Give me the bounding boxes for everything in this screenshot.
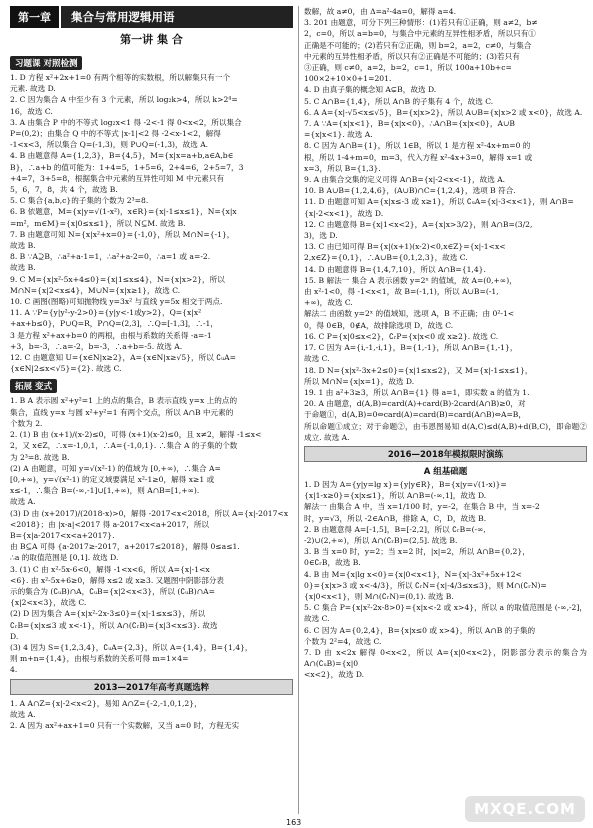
chapter-number: 第一章: [10, 6, 59, 28]
answer-line: 8. C 因为 A∩B={1}，所以 1∈B，所以 1 是方程 x²-4x+m=0 的: [304, 141, 531, 151]
answer-line: 9. A 由集合交集的定义可得 A∩B={x|-2<x<-1}，故选 A.: [304, 175, 506, 185]
answer-line: 2. (1) B 由 (x+1)/(x-2)≤0，可得 (x+1)(x-2)≤0，且 x≠2，解得 -1≤x<: [10, 430, 262, 440]
answer-line: 故选 A.: [10, 709, 36, 719]
right-column: [304, 6, 587, 814]
answer-line: 个数为 2.: [10, 418, 43, 428]
answer-line: 9. C M={x|x²-5x+4≤0}={x|1≤x≤4}，N={x|x>2}，所以: [10, 274, 225, 284]
section-banner-exam: 2013—2017年高考真题选粹: [10, 679, 293, 695]
lecture-title: 第一讲 集 合: [120, 33, 183, 46]
answer-line: 2. B 由题意得 A=[-1,5]，B=[-2,2]，所以 ∁ᵣB=(-∞,: [304, 524, 486, 534]
answer-line: <x<2}，故选 D.: [304, 670, 365, 680]
answer-line: ③正确，则 c≠0，a=2，b=2，c=1，所以 100a+10b+c=: [304, 63, 512, 73]
answer-line: 个数为 2²=4，故选 C.: [304, 636, 382, 646]
answer-line: +3，b=-3，∴a=-2，b=-3，∴a+b=-5. 故选 A.: [10, 341, 183, 351]
answer-line: 5. C 集合{a,b,c}的子集的个数为 2³=8.: [10, 196, 149, 206]
answer-line: 3)，选 D.: [304, 231, 338, 241]
answer-line: (3) 4 因为 S={1,2,3,4}，∁ᵤA={2,3}，所以 A={1,4}，B={1,4}，: [10, 642, 253, 652]
answer-line: P=(0,2)；由集合 Q 中的不等式 |x-1|<2 得 -2<x-1<2，解得: [10, 129, 221, 139]
answer-line: 100×2+10×0+1=201.: [304, 74, 392, 84]
answer-line: 15. B 解法一 集合 A 表示函数 y=2ˣ 的值域，故 A=(0,+∞)，: [304, 275, 517, 285]
answer-line: =m²，m∈M}={x|0≤x≤1}，所以 N⊆M. 故选 B.: [10, 218, 186, 228]
answer-line: 16. C P={x|0≤x<2}，∁ᵣP={x|x<0 或 x≥2}. 故选 C.: [304, 331, 499, 341]
answer-line: 故选 C.: [304, 354, 330, 364]
section-banner-mock: 2016—2018年模拟限时演练: [304, 446, 587, 462]
answer-line: 故选 B.: [10, 241, 36, 251]
answer-line: B={x|a-2017<x<a+2017}.: [10, 530, 115, 540]
watermark-logo: MXQE.COM: [465, 796, 585, 822]
answer-line: 10. B A∪B={1,2,4,6}，(A∪B)∩C={1,2,4}，选项 B 符合.: [304, 186, 516, 196]
answer-line: ∴a 的取值范围是 [0,1]. 故选 D.: [10, 553, 119, 563]
answer-line: {x|2<x<3}，故选 C.: [10, 598, 87, 608]
answer-line: 13. C 由已知可得 B={x|(x+1)(x-2)<0,x∈Z}={x|-1<x<: [304, 242, 506, 252]
answer-line: +∞)，故选 C.: [304, 298, 353, 308]
answer-line: 12. C 由题意知 U={x∈N|x≥2}，A={x∈N|x≥√5}，所以 ∁ᵤA=: [10, 353, 236, 363]
answer-line: 正确是不可能的；(2)若只有②正确，则 b=2，a=2，c≠0，与集合: [304, 40, 532, 50]
section-label-extension: 拓展 变式: [10, 379, 57, 393]
answer-line: 11. A ∵P={y|y²-y-2>0}={y|y<-1或y>2}，Q={x|x²: [10, 308, 202, 318]
answer-line: [0,+∞)，y=√(x²-1) 的定义域要满足 x²-1≥0，解得 x≥1 或: [10, 474, 215, 484]
answer-line: 4.: [10, 665, 18, 675]
answer-line: 6. B 依题意，M={x|y=√(1-x²)，x∈R}={x|-1≤x≤1}，N={x|x: [10, 207, 237, 217]
answer-line: 3. 201 由题意，可分下列三种情形：(1)若只有①正确，则 a≠2，b≠: [304, 18, 538, 28]
page-number: 163: [286, 818, 302, 827]
answer-line: D.: [10, 631, 19, 641]
answer-line: {x|1-x≥0}={x|x≤1}，所以 A∩B=(-∞,1]，故选 D.: [304, 491, 487, 501]
answer-line: (3) D 由 (x+2017)/(2018-x)>0，解得 -2017<x<2018，所以 A={x|-2017<x: [10, 508, 289, 518]
answer-line: 由 B⊆A 可得 {a-2017≥-2017，a+2017≤2018}，解得 0≤a≤1.: [10, 542, 240, 552]
answer-line: 7. B 由题意可知 N={x|x²+x=0}={-1,0}，所以 M∩N={-1}，: [10, 229, 235, 239]
answer-line: <2018}；由 |x-a|<2017 得 a-2017<x<a+2017，所以: [10, 519, 210, 529]
answer-line: 3 是方程 x²+ax+b=0 的两根，由根与系数的关系得 -a=-1: [10, 330, 212, 340]
answer-line: 5，6，7，8，共 4 个，故选 B.: [10, 185, 118, 195]
answer-line: 为 2³=8. 故选 B.: [10, 452, 70, 462]
answer-line: {x|0<x<1}，则 M∩(∁ᵣN)=(0,1). 故选 B.: [304, 591, 454, 601]
exam-answers-left: [10, 698, 293, 732]
answer-line: 所以命题①成立；对于命题②，由韦恩图易知 d(A,C)≤d(A,B)+d(B,C)，即命题②成立. 故选 A.: [304, 421, 587, 442]
answer-line: 16，故选 C.: [10, 106, 53, 116]
answer-line: <6}. 由 x²-5x+6≥0，解得 x≤2 或 x≥3. 又题图中阴影部分表: [10, 575, 224, 585]
answer-line: 由 x²-1<0，得 -1<x<1，故 B=(-1,1)，所以 A∪B=(-1,: [304, 287, 499, 297]
answer-line: ={x|x<1}. 故选 A.: [304, 130, 373, 140]
answer-line: {x|-2<x<1}，故选 D.: [304, 208, 384, 218]
answer-line: 解法二 由函数 y=2ˣ 的值域知，选项 A，B 不正确；由 0²-1<: [304, 309, 515, 319]
answer-line: 中元素的互异性相矛盾，所以只有②正确是不可能的；(3)若只有: [304, 51, 520, 61]
answer-line: 1. A A∩Z={x|-2<x<2}，易知 A∩Z={-2,-1,0,1,2}，: [10, 698, 202, 708]
answer-line: 0}={x|x>3 或 x<-4/3}，所以 ∁ᵣN={x|-4/3≤x≤3}，则 M∩(∁ᵣN)=: [304, 580, 547, 590]
answer-line: 3. B 当 x=0 时，y=2；当 x=2 时，|x|=2，所以 A∩B={0,2}，: [304, 547, 530, 557]
answer-line: M∩N={x|2<x≤4}，M∪N={x|x≥1}，故选 C.: [10, 285, 181, 295]
answer-line: 示的集合为 (∁ᵤB)∩A，∁ᵤB={x|2<x<3}，所以 (∁ᵤB)∩A=: [10, 586, 215, 596]
answer-line: 4. B 由 M={x|lg x<0}={x|0<x<1}，N={x|-3x²+5x+12<: [304, 569, 522, 579]
answer-line: 10. C 画图(图略)可知抛物线 y=3x² 与直线 y=5x 相交于两点.: [10, 297, 223, 307]
answer-line: 0∈∁ᵣB，故选 B.: [304, 558, 361, 568]
answer-line: 5. C 集合 P={x|x²-2x-8>0}={x|x<-2 或 x>4}，所以 a 的取值范围是 (-∞,-2]，故选 C.: [304, 603, 587, 624]
chapter-title: 集合与常用逻辑用语: [61, 6, 293, 28]
practice-answers: [10, 72, 293, 374]
answer-line: 17. C 因为 A={i,-1,-i,1}，B={1,-1}，所以 A∩B={1,-1}，: [304, 343, 518, 353]
answer-line: ∁ᵣB={x|x≤3 或 x<-1}，所以 A∩(∁ᵣB)={x|3<x≤3}. 故选: [10, 620, 218, 630]
exam-answers-right: [304, 6, 587, 443]
answer-line: 则 m+n={1,4}，由根与系数的关系可得 m=1×4=: [10, 654, 189, 664]
section-label-practice: 习题课 对照检测: [10, 56, 82, 70]
answer-line: +4=7，3+5=8，根据集合中元素的互异性可知 M 中元素只有: [10, 173, 225, 183]
answer-line: 1. D 方程 x²+2x+1=0 有两个相等的实数根，所以解集只有一个: [10, 73, 231, 82]
answer-line: 解法一 由集合 A 中，当 x=1/100 时，y=-2，在集合 B 中，当 x=-2: [304, 502, 540, 512]
answer-line: 所以 M∩N={x|x=1}，故选 D.: [304, 376, 415, 386]
answer-line: 3. (1) C 由 x²-5x-6<0，解得 -1<x<6，所以 A={x|-1<x: [10, 564, 210, 574]
answer-line: 于命题①，d(A,B)=0⇔card(A)=card(B)=card(A∩B)⇔A=B，: [304, 410, 526, 420]
answer-line: 2. A 因为 ax²+ax+1=0 只有一个实数解，又当 a=0 时，方程无实: [10, 720, 240, 730]
answer-line: 故选 B.: [10, 263, 36, 273]
answer-line: 8. B ∵A⊇B，∴a²+a-1=1，∴a²+a-2=0，∴a=1 或 a=-2.: [10, 252, 211, 262]
answer-line: 7. D 由 x<2x 解得 0<x<2，所以 A={x|0<x<2}，阴影部分表示的集合为 A∩(∁ᵤB)={x|0: [304, 647, 587, 669]
chapter-header: [10, 6, 293, 28]
answer-line: {x∈N|2≤x<√5}={2}. 故选 C.: [10, 364, 122, 374]
answer-line: B}，∴a+b 的值可能为：1+4=5，1+5=6，2+4=6，2+5=7，3: [10, 162, 244, 172]
answer-line: 2，又 x∈Z，∴x=-1,0,1，∴A={-1,0,1}. ∴集合 A 的子集的个数: [10, 441, 238, 451]
answer-line: 元素. 故选 D.: [10, 84, 56, 94]
answer-line: 14. D 由题意得 B={1,4,7,10}，所以 A∩B={1,4}.: [304, 264, 486, 274]
answer-line: 2，c=0，所以 a=b=0，与集合中元素的互异性相矛盾，所以只有①: [304, 29, 536, 39]
answer-line: 5. C A∩B={1,4}，所以 A∩B 的子集有 4 个，故选 C.: [304, 96, 494, 106]
answer-line: 11. D 由题意可知 A={x|x≤-3 或 x≥1}，所以 ∁ᵤA={x|-3<x<1}，则 A∩B=: [304, 197, 574, 207]
answer-line: 12. C 由题意得 B={x|1<x<2}，A={x|x>3/2}，则 A∩B=(3/2,: [304, 219, 533, 229]
answer-line: 1. B A 表示圆 x²+y²=1 上的点的集合，B 表示直线 y=x 上的点的: [10, 396, 238, 406]
answer-line: -2)∪(2,+∞)，所以 A∩(∁ᵣB)=(2,5]. 故选 B.: [304, 535, 458, 545]
answer-line: +ax+b≤0}，P∪Q=R，P∩Q=(2,3]，∴Q=[-1,3]，∴-1，: [10, 319, 218, 329]
answer-line: 故选 A.: [10, 497, 36, 507]
answer-line: 4. B 由题意得 A={1,2,3}，B={4,5}，M={x|x=a+b,a∈A,b∈: [10, 151, 234, 161]
answer-line: 1. D 因为 A={y|y=lg x}={y|y∈R}，B={x|y=√(1-x)}=: [304, 479, 507, 489]
answer-line: 18. D N={x|x²-3x+2≤0}={x|1≤x≤2}，又 M={x|-1≤x≤1}，: [304, 365, 533, 375]
answer-line: 3. A 由集合 P 中的不等式 log₂x<1 得 -2<-1 得 0<x<2，所以集合: [10, 117, 242, 127]
answer-line: 7. A ∵A={x|x<1}，B={x|x<0}，∴A∩B={x|x<0}，A∪B: [304, 119, 515, 129]
answer-line: 2,x∈Z}={0,1}，∴A∪B={0,1,2,3}，故选 C.: [304, 253, 468, 263]
answer-line: 0，得 0∈B，0∉A，故排除选项 D，故选 C.: [304, 320, 454, 330]
answer-line: 2. C 因为集合 A 中至少有 3 个元素，所以 log₂k>4，所以 k>2⁴=: [10, 95, 238, 105]
answer-line: 集合，直线 y=x 与圆 x²+y²=1 有两个交点，所以 A∩B 中元素的: [10, 407, 234, 417]
answer-line: x≤-1，∴集合 B=(-∞,-1]∪[1,+∞)，则 A∩B=[1,+∞).: [10, 486, 200, 496]
answer-line: 19. 1 由 a²+3≥3，所以 A∩B={1} 得 a=1，即实数 a 的值为 1.: [304, 387, 530, 397]
extension-answers: [10, 395, 293, 675]
answer-line: 6. A A={x|-√5<x≤√5}，B={x|x>2}，所以 A∪B={x|x>2 或 x<0}，故选 A.: [304, 107, 583, 117]
answer-line: 根，所以 1-4+m=0，m=3，代入方程 x²-4x+3=0，解得 x=1 或: [304, 152, 533, 162]
group-a-heading: A 组基础题: [423, 466, 468, 477]
answer-line: 6. C 因为 A={0,2,4}，B={x|x≤0 或 x>4}，所以 A∩B 的子集的: [304, 625, 536, 635]
column-divider: [298, 6, 299, 814]
answer-line: x=3，所以 B={1,3}.: [304, 163, 381, 173]
answer-line: 时，y=√3，所以 -2∈A∩B，排除 A，C，D，故选 B.: [304, 513, 487, 523]
answer-line: 20. A 由题意，d(A,B)=card(A)+card(B)-2card(A∩B)≥0，对: [304, 399, 526, 409]
answer-line: (2) D 因为集合 A={x|x²-2x-3≤0}={x|-1≤x≤3}，所以: [10, 609, 206, 619]
answer-line: 数解，故 a≠0，由 Δ=a²-4a=0，解得 a=4.: [304, 7, 456, 16]
left-column: [10, 6, 293, 814]
answer-line: -1<x<3，所以集合 Q=(-1,3)，则 P∪Q=(-1,3)，故选 A.: [10, 140, 209, 150]
answer-line: (2) A 由题意，可知 y=√(x²-1) 的值域为 [0,+∞)，∴集合 A=: [10, 463, 221, 473]
answer-line: 4. D 由真子集的概念知 A⊊B，故选 D.: [304, 85, 437, 95]
mock-answers: [304, 479, 587, 681]
